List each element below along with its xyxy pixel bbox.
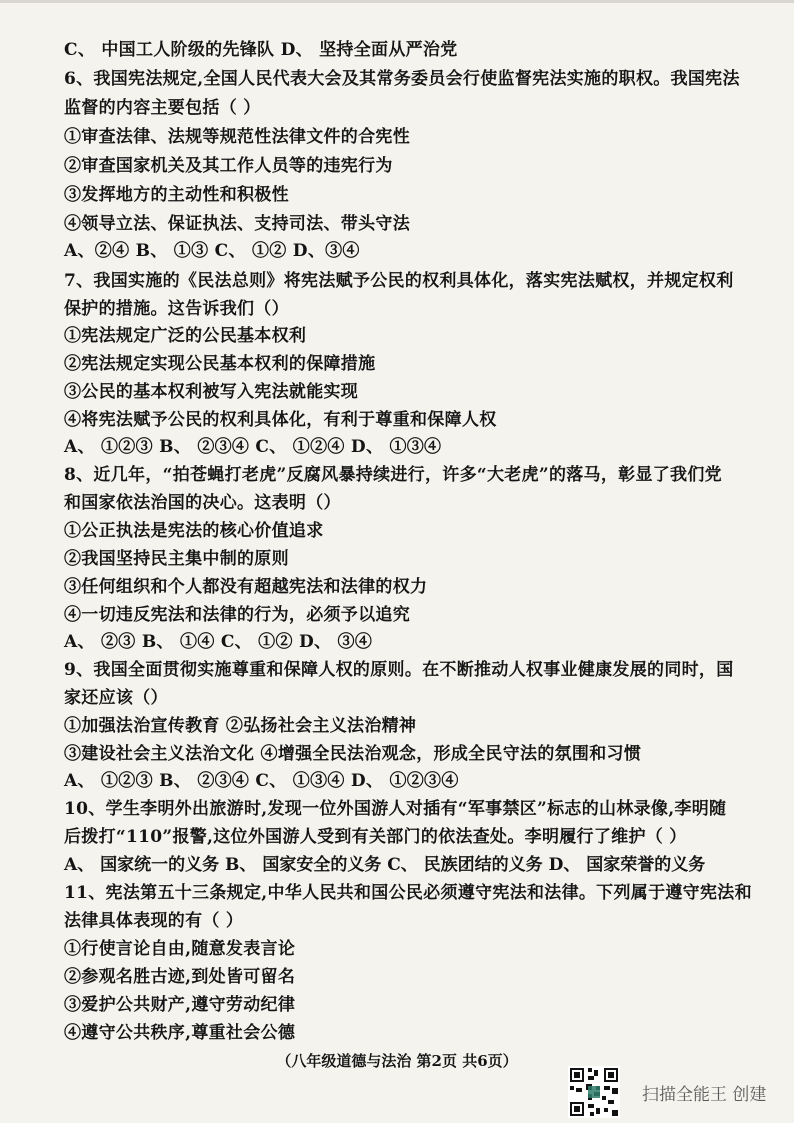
q6-item-2: ②审查国家机关及其工作人员等的违宪行为	[64, 156, 393, 176]
q8-item-4: ④一切违反宪法和法律的行为，必须予以追究	[64, 605, 410, 625]
q6-item-4: ④领导立法、保证执法、支持司法、带头守法	[64, 214, 410, 234]
q7-item-1: ①宪法规定广泛的公民基本权利	[64, 326, 307, 346]
q10-options: A、 国家统一的义务 B、 国家安全的义务 C、 民族团结的义务 D、 国家荣誉的义务	[64, 855, 706, 875]
q7-item-4: ④将宪法赋予公民的权利具体化，有利于尊重和保障人权	[64, 410, 497, 430]
q7-item-3: ③公民的基本权利被写入宪法就能实现	[64, 382, 359, 402]
q6-stem-line2: 监督的内容主要包括（ ）	[64, 98, 261, 118]
page-footer: （八年级道德与法治 第2页 共6页）	[276, 1052, 518, 1070]
q5-options-cd: C、 中国工人阶级的先锋队 D、 坚持全面从严治党	[64, 40, 458, 60]
q6-item-1: ①审查法律、法规等规范性法律文件的合宪性	[64, 127, 410, 147]
q7-options: A、 ①②③ B、 ②③④ C、 ①②④ D、 ①③④	[64, 437, 442, 457]
q8-item-1: ①公正执法是宪法的核心价值追求	[64, 521, 324, 541]
q7-stem-line1: 7、我国实施的《民法总则》将宪法赋予公民的权利具体化，落实宪法赋权，并规定权利	[64, 271, 734, 291]
q10-stem-line1: 10、学生李明外出旅游时,发现一位外国游人对插有“军事禁区”标志的山林录像,李明随	[64, 799, 727, 819]
q9-items-1-2: ①加强法治宣传教育 ②弘扬社会主义法治精神	[64, 716, 417, 736]
q6-options: A、②④ B、 ①③ C、 ①② D、③④	[64, 241, 360, 261]
q9-options: A、 ①②③ B、 ②③④ C、 ①③④ D、 ①②③④	[64, 771, 459, 791]
q8-item-3: ③任何组织和个人都没有超越宪法和法律的权力	[64, 577, 428, 597]
q11-item-1: ①行使言论自由,随意发表言论	[64, 939, 296, 959]
q11-item-2: ②参观名胜古迹,到处皆可留名	[64, 967, 296, 987]
watermark-text: 扫描全能王 创建	[642, 1085, 767, 1105]
q8-item-2: ②我国坚持民主集中制的原则	[64, 549, 289, 569]
q9-stem-line2: 家还应该（）	[64, 688, 168, 708]
q6-stem-line1: 6、我国宪法规定,全国人民代表大会及其常务委员会行使监督宪法实施的职权。我国宪法	[64, 69, 740, 89]
q9-items-3-4: ③建设社会主义法治文化 ④增强全民法治观念，形成全民守法的氛围和习惯	[64, 744, 642, 764]
q8-stem-line1: 8、近几年，“拍苍蝇打老虎”反腐风暴持续进行，许多“大老虎”的落马，彰显了我们党	[64, 465, 722, 485]
q11-item-3: ③爱护公共财产,遵守劳动纪律	[64, 995, 296, 1015]
qr-code-icon	[568, 1066, 620, 1118]
q11-stem-line1: 11、宪法第五十三条规定,中华人民共和国公民必须遵守宪法和法律。下列属于遵守宪法和	[64, 883, 752, 903]
q7-item-2: ②宪法规定实现公民基本权利的保障措施	[64, 354, 376, 374]
q9-stem-line1: 9、我国全面贯彻实施尊重和保障人权的原则。在不断推动人权事业健康发展的同时，国	[64, 660, 734, 680]
q10-stem-line2: 后拨打“110”报警,这位外国游人受到有关部门的依法查处。李明履行了维护（ ）	[64, 827, 687, 847]
q11-stem-line2: 法律具体表现的有（ ）	[64, 911, 244, 931]
page-top-edge	[0, 0, 794, 8]
q8-options: A、 ②③ B、 ①④ C、 ①② D、 ③④	[64, 632, 373, 652]
q7-stem-line2: 保护的措施。这告诉我们（）	[64, 299, 289, 319]
scanner-watermark	[568, 1066, 790, 1118]
q6-item-3: ③发挥地方的主动性和积极性	[64, 185, 289, 205]
q8-stem-line2: 和国家依法治国的决心。这表明（）	[64, 493, 341, 513]
q11-item-4: ④遵守公共秩序,尊重社会公德	[64, 1023, 296, 1043]
